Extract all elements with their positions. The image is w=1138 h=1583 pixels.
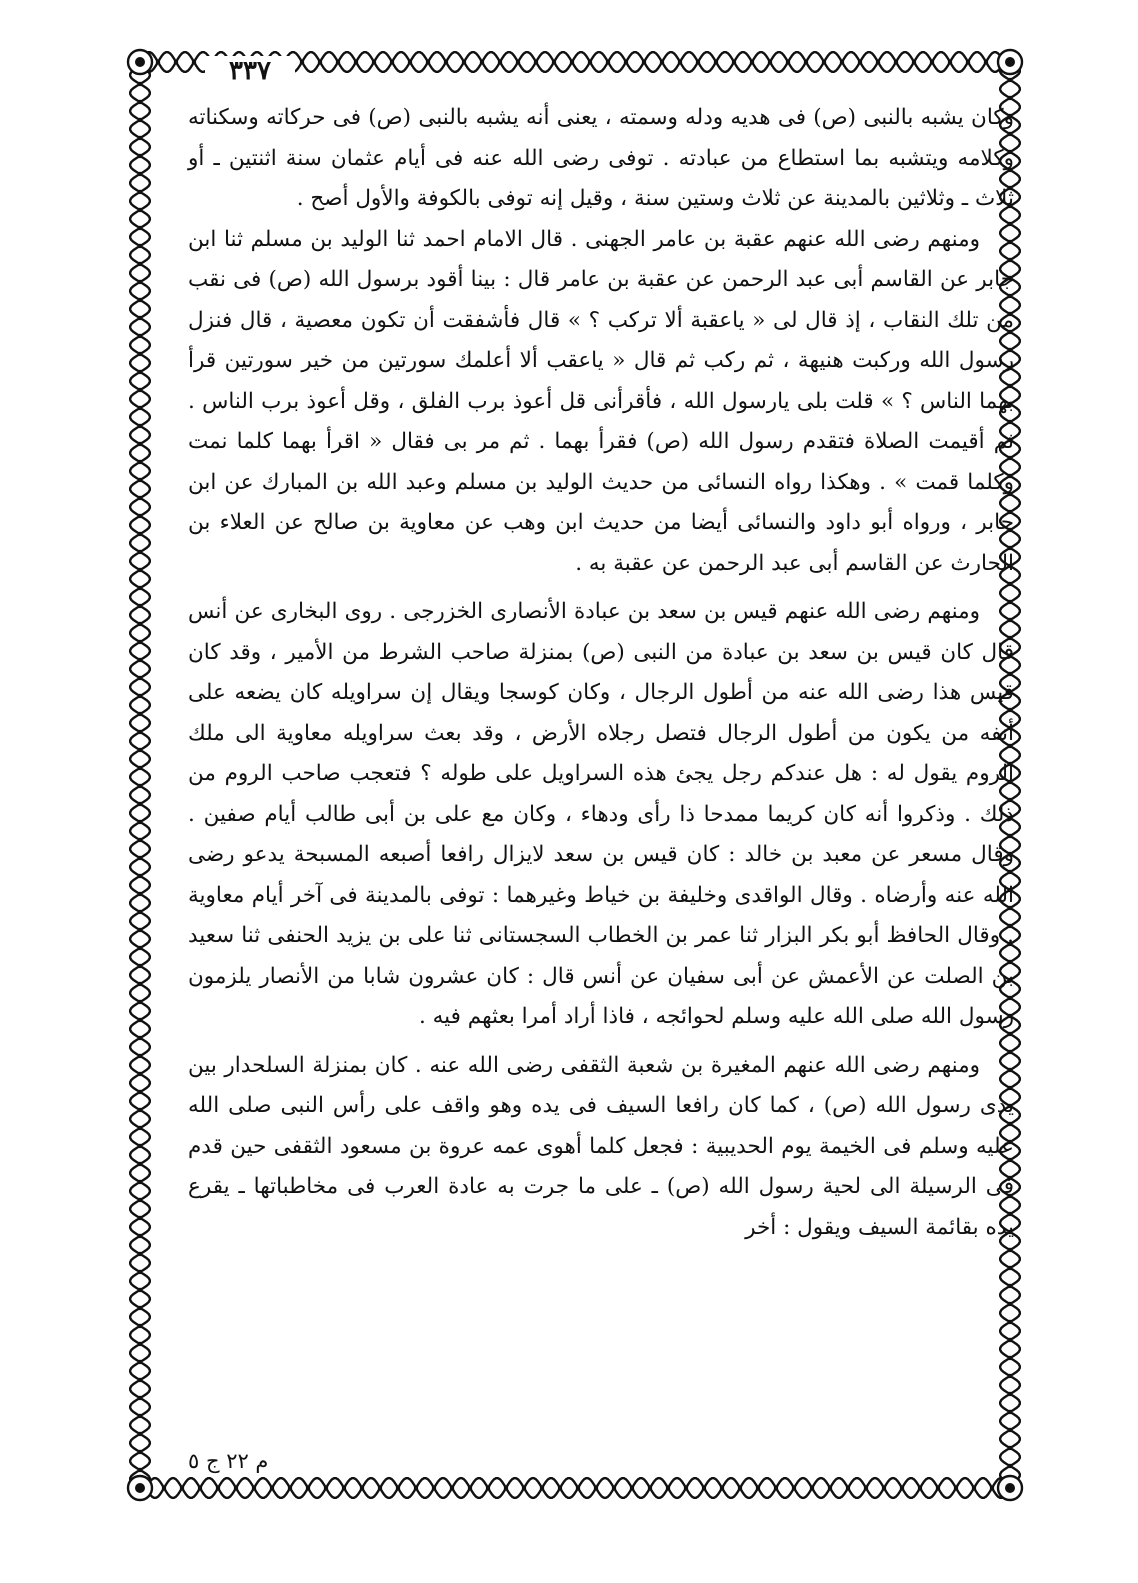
border-knot — [666, 1486, 670, 1490]
border-knot — [138, 406, 142, 410]
border-knot — [138, 388, 142, 392]
border-knot — [138, 1108, 142, 1112]
border-knot — [138, 298, 142, 302]
border-knot — [882, 1486, 886, 1490]
border-knot — [804, 60, 808, 64]
border-knot — [138, 874, 142, 878]
border-knot — [522, 1486, 526, 1490]
border-knot — [606, 60, 610, 64]
border-knot — [966, 60, 970, 64]
border-knot — [624, 60, 628, 64]
border-knot — [1008, 1446, 1012, 1450]
border-knot — [138, 838, 142, 842]
border-knot — [138, 442, 142, 446]
border-knot — [138, 622, 142, 626]
border-knot — [570, 60, 574, 64]
border-knot — [288, 1486, 292, 1490]
border-knot — [138, 1342, 142, 1346]
border-knot — [138, 1468, 142, 1472]
border-knot — [552, 60, 556, 64]
border-knot — [792, 1486, 796, 1490]
border-knot — [138, 100, 142, 104]
border-knot — [714, 60, 718, 64]
border-knot — [408, 60, 412, 64]
border-knot — [138, 820, 142, 824]
border-knot — [138, 478, 142, 482]
border-knot — [138, 694, 142, 698]
border-knot — [138, 568, 142, 572]
border-knot — [138, 460, 142, 464]
border-knot — [216, 1486, 220, 1490]
border-knot — [576, 1486, 580, 1490]
border-knot — [390, 60, 394, 64]
border-knot — [138, 1288, 142, 1292]
border-knot — [660, 60, 664, 64]
border-knot — [138, 550, 142, 554]
border-knot — [930, 60, 934, 64]
border-knot — [480, 60, 484, 64]
border-knot — [300, 60, 304, 64]
border-knot — [462, 60, 466, 64]
border-knot — [270, 1486, 274, 1490]
border-knot — [138, 1180, 142, 1184]
border-knot — [138, 334, 142, 338]
border-knot — [138, 1270, 142, 1274]
border-knot — [612, 1486, 616, 1490]
border-knot — [732, 60, 736, 64]
border-knot — [138, 730, 142, 734]
border-knot — [534, 60, 538, 64]
border-knot — [738, 1486, 742, 1490]
border-knot — [138, 1234, 142, 1238]
border-knot — [372, 60, 376, 64]
paragraph-4: ومنهم رضى الله عنهم المغيرة بن شعبة الثقفى رضى الله عنه . كان بمنزلة السلحدار بين يدى رسول الله (ص) ، كما كان رافعا السيف فى يده وهو واقف على رأس النبى صلى الله عليه وسلم فى الخيمة يوم الحديبية : فجعل كلما أهوى عمه عروة بن مسعود الثقفى حين قدم فى الرسيلة الى لحية رسول الله (ص) ـ على ما جرت به عادة العرب فى مخاطباتها ـ يقرع يده بقائمة السيف ويقول : أخر — [188, 1052, 1014, 1240]
border-knot — [468, 1486, 472, 1490]
border-knot — [138, 316, 142, 320]
border-knot — [432, 1486, 436, 1490]
border-knot — [324, 1486, 328, 1490]
border-knot — [138, 604, 142, 608]
border-knot — [138, 1072, 142, 1076]
border-knot — [138, 1306, 142, 1310]
paragraph-2: ومنهم رضى الله عنهم عقبة بن عامر الجهنى . قال الامام احمد ثنا الوليد بن مسلم ثنا ابن جابر عن القاسم أبى عبد الرحمن عن عقبة بن عامر قال : بينا أقود برسول الله (ص) فى نقب من تلك النقاب ، إذ قال لى « ياعقبة ألا تركب ؟ » قال فأشفقت أن تكون معصية ، قال فنزل رسول الله وركبت هنيهة ، ثم ركب ثم قال « ياعقب ألا أعلمك سورتين من خير سورتين قرأ بهما الناس ؟ » قلت بلى يارسول الله ، فأقرأنى قل أعوذ برب الفلق ، وقل أعوذ برب الناس . ثم أقيمت الصلاة فتقدم رسول الله (ص) فقرأ بهما . ثم مر بى فقال « اقرأ بهما كلما نمت وكلما قمت » . وهكذا رواه النسائى من حديث الوليد بن مسلم وعبد الله بن المبارك عن ابن جابر ، ورواه أبو داود والنسائى أيضا من حديث ابن وهب عن معاوية بن صالح عن العلاء بن الحارث عن القاسم أبى عبد الرحمن عن عقبة به . — [188, 226, 1014, 576]
border-knot — [414, 1486, 418, 1490]
border-knot — [696, 60, 700, 64]
paragraph-1: وكان يشبه بالنبى (ص) فى هديه ودله وسمته ، يعنى أنه يشبه بالنبى (ص) فى حركاته وسكناته وكلامه ويتشبه بما استطاع من عبادته . توفى رضى الله عنه فى أيام عثمان سنة اثنتين ـ أو ثلاث ـ وثلاثين بالمدينة عن ثلاث وستين سنة ، وقيل إنه توفى بالكوفة والأول أصح . — [188, 105, 1014, 211]
border-knot — [768, 60, 772, 64]
border-knot — [138, 676, 142, 680]
border-knot — [138, 1000, 142, 1004]
border-knot — [138, 1144, 142, 1148]
border-knot — [516, 60, 520, 64]
border-knot — [138, 1378, 142, 1382]
border-knot — [138, 856, 142, 860]
border-knot — [138, 910, 142, 914]
border-knot — [138, 280, 142, 284]
border-knot — [840, 60, 844, 64]
border-knot — [360, 1486, 364, 1490]
border-knot — [138, 784, 142, 788]
border-knot — [900, 1486, 904, 1490]
border-corner-dot — [135, 1483, 145, 1493]
border-knot — [138, 172, 142, 176]
border-knot — [936, 1486, 940, 1490]
border-knot — [504, 1486, 508, 1490]
border-knot — [138, 1450, 142, 1454]
border-knot — [138, 244, 142, 248]
border-knot — [138, 118, 142, 122]
border-knot — [828, 1486, 832, 1490]
border-knot — [486, 1486, 490, 1490]
border-knot — [498, 60, 502, 64]
border-corner-dot — [135, 57, 145, 67]
border-knot — [138, 658, 142, 662]
border-knot — [984, 60, 988, 64]
border-knot — [138, 496, 142, 500]
border-knot — [174, 60, 178, 64]
border-knot — [354, 60, 358, 64]
border-knot — [684, 1486, 688, 1490]
border-knot — [306, 1486, 310, 1490]
border-knot — [948, 60, 952, 64]
border-knot — [720, 1486, 724, 1490]
border-knot — [336, 60, 340, 64]
border-knot — [138, 82, 142, 86]
border-knot — [378, 1486, 382, 1490]
border-knot — [894, 60, 898, 64]
border-knot — [810, 1486, 814, 1490]
border-knot — [138, 1036, 142, 1040]
border-knot — [138, 1054, 142, 1058]
border-knot — [138, 1432, 142, 1436]
border-knot — [138, 154, 142, 158]
border-knot — [912, 60, 916, 64]
border-knot — [138, 424, 142, 428]
border-knot — [138, 136, 142, 140]
border-knot — [1008, 1464, 1012, 1468]
border-knot — [138, 190, 142, 194]
border-knot — [750, 60, 754, 64]
border-knot — [822, 60, 826, 64]
border-knot — [954, 1486, 958, 1490]
border-knot — [138, 1414, 142, 1418]
border-knot — [918, 1486, 922, 1490]
border-knot — [786, 60, 790, 64]
border-knot — [138, 928, 142, 932]
border-knot — [588, 60, 592, 64]
border-knot — [648, 1486, 652, 1490]
border-knot — [630, 1486, 634, 1490]
border-knot — [396, 1486, 400, 1490]
border-knot — [138, 1198, 142, 1202]
border-knot — [864, 1486, 868, 1490]
border-knot — [846, 1486, 850, 1490]
border-knot — [138, 748, 142, 752]
border-knot — [138, 1090, 142, 1094]
border-knot — [138, 766, 142, 770]
border-knot — [138, 514, 142, 518]
border-knot — [138, 982, 142, 986]
border-knot — [138, 1126, 142, 1130]
border-knot — [156, 60, 160, 64]
border-knot — [138, 262, 142, 266]
border-knot — [138, 532, 142, 536]
border-knot — [138, 1216, 142, 1220]
border-knot — [138, 892, 142, 896]
border-knot — [876, 60, 880, 64]
border-knot — [138, 208, 142, 212]
border-knot — [138, 712, 142, 716]
border-knot — [972, 1486, 976, 1490]
border-knot — [756, 1486, 760, 1490]
border-knot — [252, 1486, 256, 1490]
border-knot — [138, 1252, 142, 1256]
border-knot — [1008, 78, 1012, 82]
border-knot — [180, 1486, 184, 1490]
border-knot — [678, 60, 682, 64]
page-number: ٣٣٧ — [205, 56, 295, 86]
border-knot — [192, 60, 196, 64]
border-knot — [444, 60, 448, 64]
border-knot — [138, 1324, 142, 1328]
border-knot — [138, 640, 142, 644]
border-knot — [138, 1396, 142, 1400]
main-text — [188, 98, 1014, 1438]
border-knot — [558, 1486, 562, 1490]
paragraph-3: ومنهم رضى الله عنهم قيس بن سعد بن عبادة الأنصارى الخزرجى . روى البخارى عن أنس قال كان قيس بن سعد بن عبادة من النبى (ص) بمنزلة صاحب الشرط من الأمير ، وقد كان قيس هذا رضى الله عنه من أطول الرجال ، وكان كوسجا ويقال إن سراويله كان يضعه على أنفه من يكون من أطول الرجال فتصل رجلاه الأرض ، وقد بعث سراويله معاوية الى ملك الروم يقول له : هل عندكم رجل يجئ هذه السراويل على طوله ؟ فتعجب صاحب الروم من ذلك . وذكروا أنه كان كريما ممدحا ذا رأى ودهاء ، وكان مع على بن أبى طالب أيام صفين . وقال مسعر عن معبد بن خالد : كان قيس بن سعد لايزال رافعا أصبعه المسبحة يدعو رضى الله عنه وأرضاه . وقال الواقدى وخليفة بن خياط وغيرهما : توفى بالمدينة فى آخر أيام معاوية . وقال الحافظ أبو بكر البزار ثنا عمر بن الخطاب السجستانى ثنا على بن يزيد الحنفى ثنا سعيد بن الصلت عن الأعمش عن أبى سفيان عن أنس قال : كان عشرون شابا من الأنصار يلزمون رسول الله صلى الله عليه وسلم لحوائجه ، فاذا أراد أمرا بعثهم فيه . — [188, 599, 1014, 1029]
border-knot — [198, 1486, 202, 1490]
signature-mark: م ٢٢ ج ٥ — [188, 1446, 333, 1476]
border-knot — [642, 60, 646, 64]
border-knot — [138, 586, 142, 590]
border-knot — [138, 946, 142, 950]
border-knot — [138, 802, 142, 806]
border-knot — [138, 1360, 142, 1364]
border-knot — [138, 352, 142, 356]
border-knot — [450, 1486, 454, 1490]
border-knot — [594, 1486, 598, 1490]
border-knot — [540, 1486, 544, 1490]
border-knot — [774, 1486, 778, 1490]
border-knot — [342, 1486, 346, 1490]
border-knot — [138, 1018, 142, 1022]
border-knot — [138, 370, 142, 374]
border-corner-dot — [1005, 57, 1015, 67]
border-knot — [138, 964, 142, 968]
border-knot — [138, 226, 142, 230]
border-knot — [858, 60, 862, 64]
border-knot — [990, 1486, 994, 1490]
border-knot — [702, 1486, 706, 1490]
border-knot — [138, 1162, 142, 1166]
border-corner-dot — [1005, 1483, 1015, 1493]
border-knot — [234, 1486, 238, 1490]
border-knot — [162, 1486, 166, 1490]
border-knot — [426, 60, 430, 64]
border-knot — [318, 60, 322, 64]
